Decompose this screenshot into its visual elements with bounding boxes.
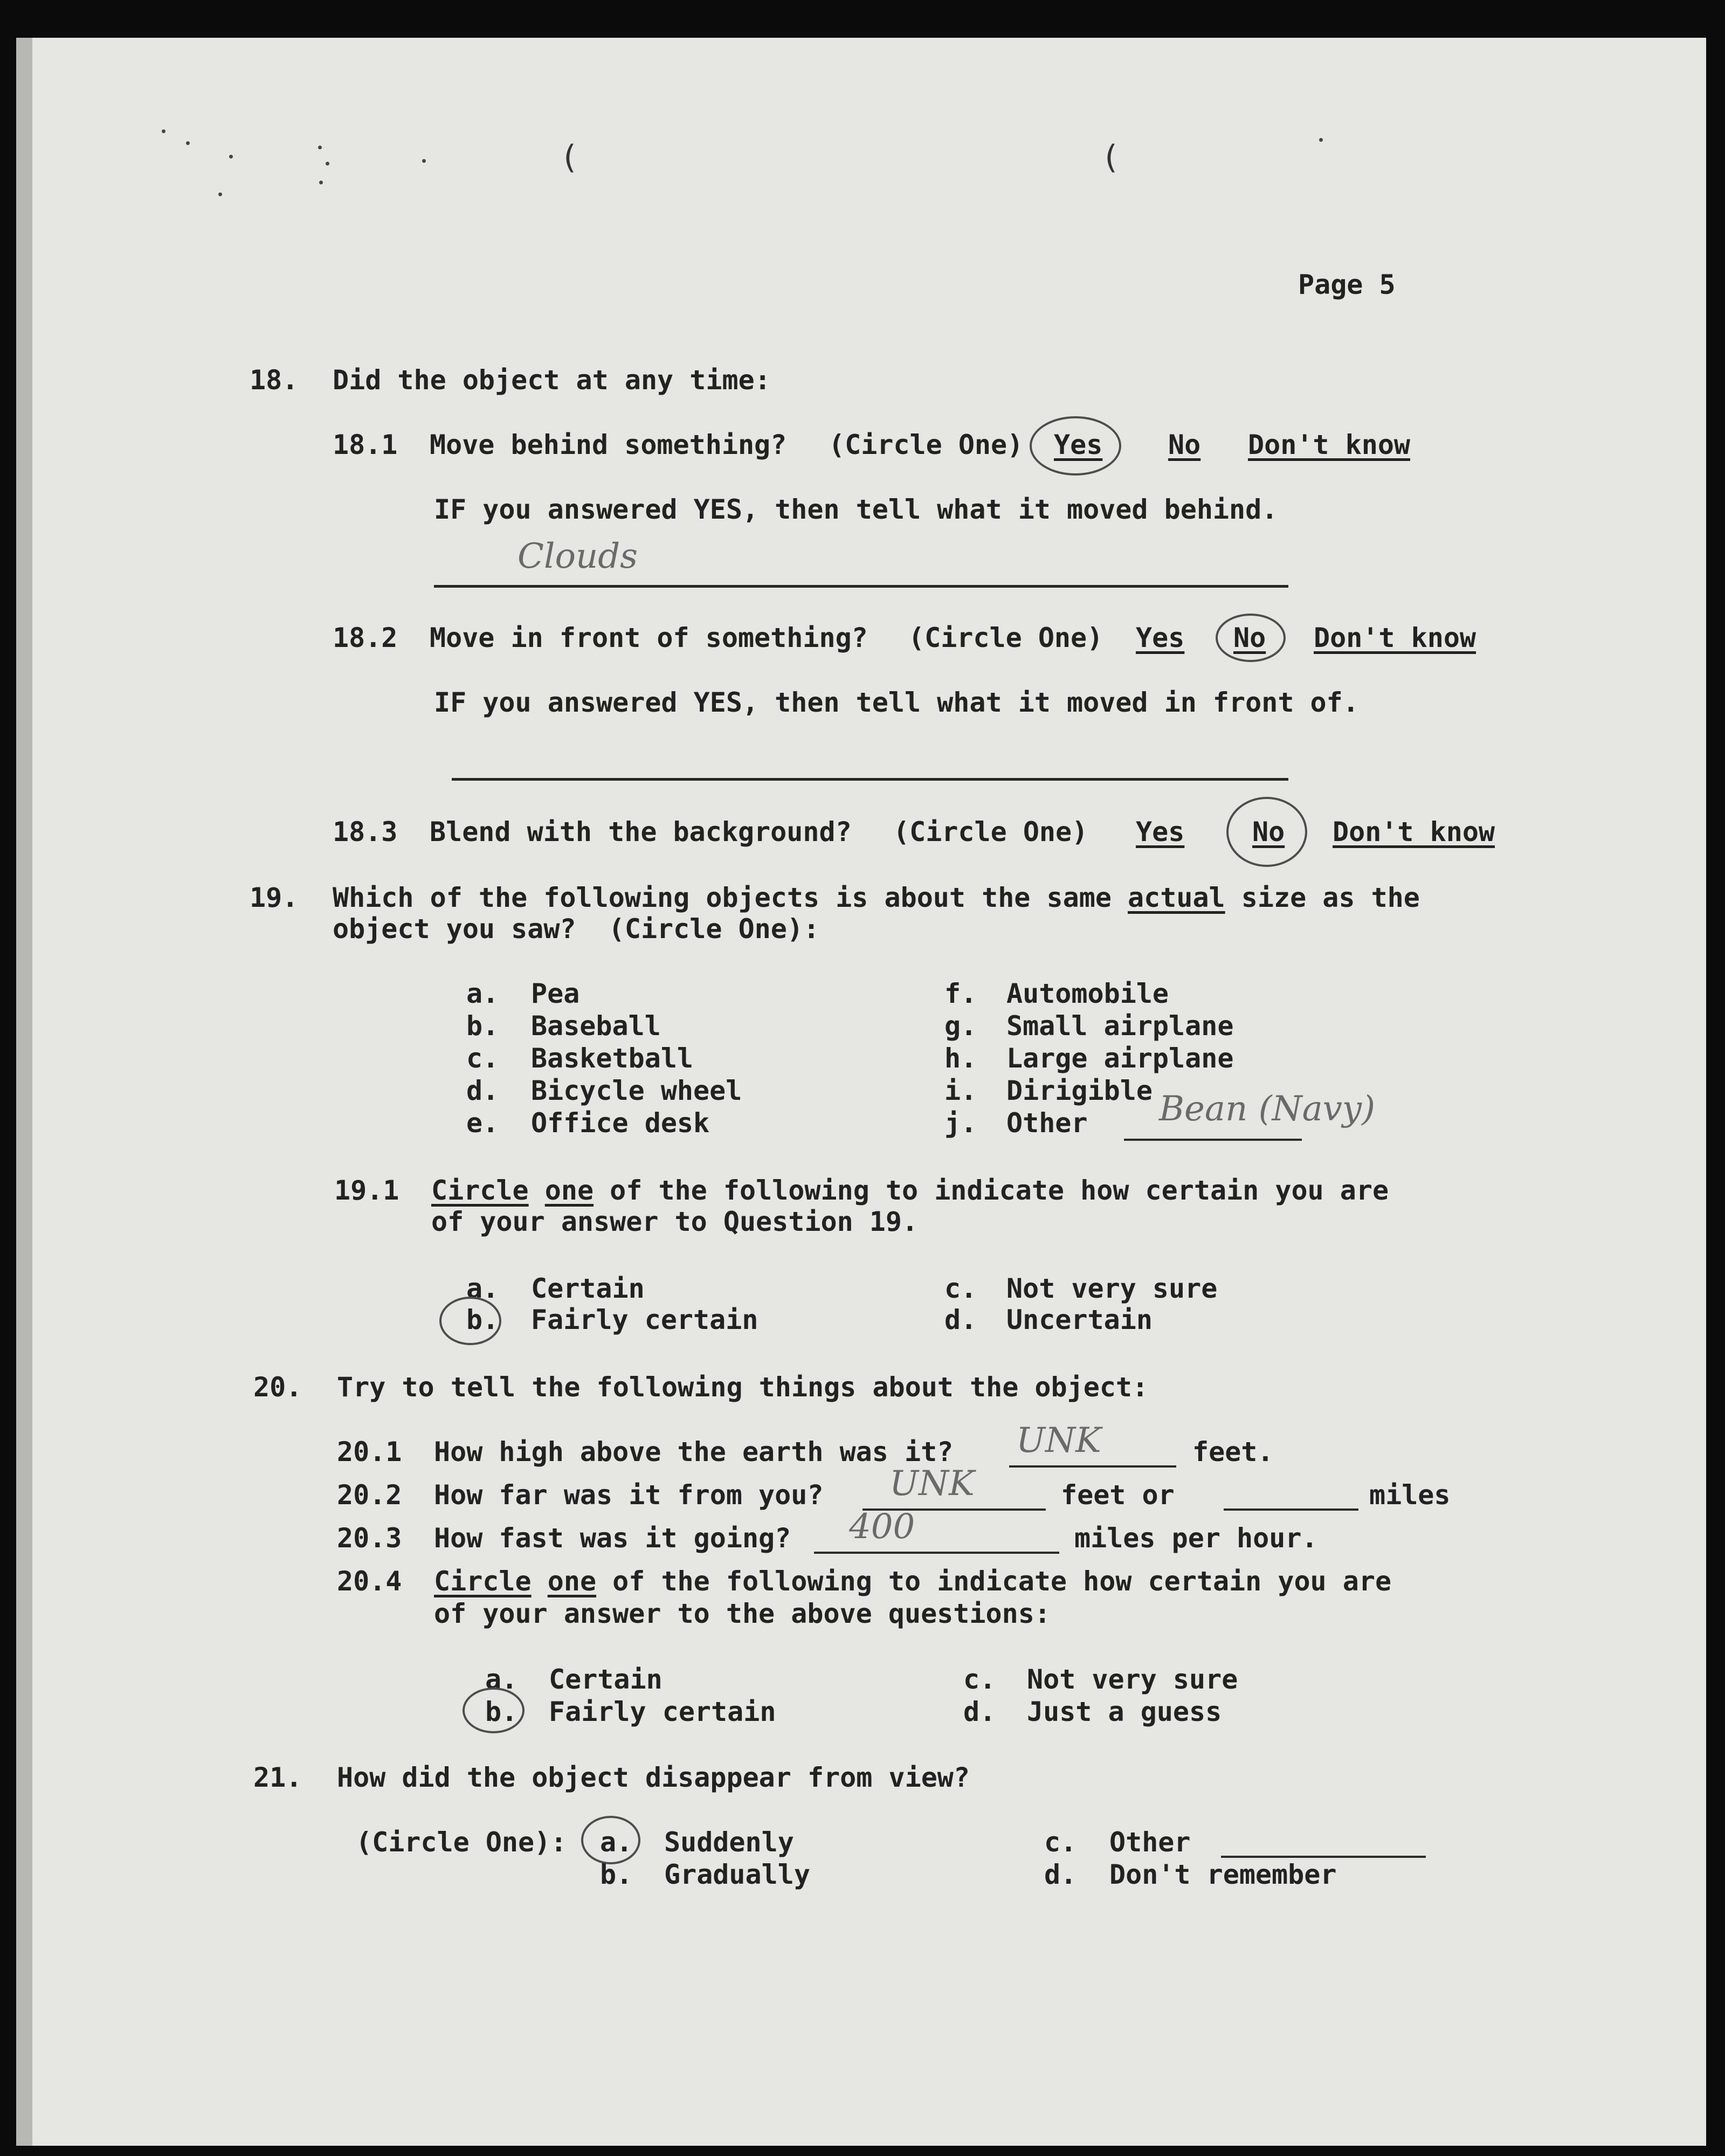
q18-2-followup: IF you answered YES, then tell what it moved in front of. <box>434 687 1359 718</box>
q20-1-unit: feet. <box>1192 1436 1274 1468</box>
document-page <box>16 38 1706 2146</box>
q19-1-letter-d: d. <box>944 1304 977 1335</box>
punch-mark: ( <box>1101 139 1121 176</box>
q21-letter-c: c. <box>1044 1827 1077 1858</box>
q20-3-blank[interactable] <box>814 1552 1059 1554</box>
q19-1-option-uncertain[interactable]: Uncertain <box>1006 1304 1153 1335</box>
punch-mark: ( <box>560 139 579 176</box>
q20-4-option-just-a-guess[interactable]: Just a guess <box>1027 1696 1222 1727</box>
q21-other-blank[interactable] <box>1221 1856 1426 1858</box>
q18-1-option-dont-know[interactable]: Don't know <box>1248 429 1411 460</box>
q19-option-other[interactable]: Other <box>1006 1107 1088 1139</box>
q20-2-number: 20.2 <box>337 1479 402 1511</box>
q21-option-gradually[interactable]: Gradually <box>664 1859 810 1890</box>
q18-2-number: 18.2 <box>333 622 398 653</box>
q19-option-small-airplane[interactable]: Small airplane <box>1006 1010 1234 1042</box>
q20-3-text: How fast was it going? <box>434 1523 791 1554</box>
q19-option-basketball[interactable]: Basketball <box>531 1043 694 1074</box>
q21-instruction: (Circle One): <box>356 1827 567 1858</box>
stray-mark <box>186 141 190 145</box>
q20-4-option-not-very-sure[interactable]: Not very sure <box>1027 1664 1238 1695</box>
page-number: Page 5 <box>1298 269 1396 300</box>
q18-3-option-dont-know[interactable]: Don't know <box>1333 816 1495 848</box>
q18-2-option-no[interactable]: No <box>1233 622 1266 653</box>
q21-text: How did the object disappear from view? <box>337 1762 970 1793</box>
q19-letter-h: h. <box>944 1043 977 1074</box>
q18-1-text: Move behind something? <box>430 429 787 460</box>
q21-option-other[interactable]: Other <box>1109 1827 1191 1858</box>
q20-1-blank[interactable] <box>1009 1465 1176 1468</box>
stray-mark <box>1319 138 1323 142</box>
q20-2-handwritten-answer: UNK <box>889 1464 975 1504</box>
q20-4-text-line2: of your answer to the above questions: <box>434 1598 1051 1629</box>
q21-letter-d: d. <box>1044 1859 1077 1890</box>
q20-number: 20. <box>253 1372 302 1403</box>
q18-1-option-yes[interactable]: Yes <box>1054 429 1103 460</box>
q19-handwritten-other: Bean (Navy) <box>1159 1089 1376 1129</box>
q18-2-instruction: (Circle One) <box>908 622 1103 653</box>
q19-option-office-desk[interactable]: Office desk <box>531 1107 710 1139</box>
q19-1-option-fairly-certain[interactable]: Fairly certain <box>531 1304 758 1335</box>
q20-4-letter-b: b. <box>485 1696 518 1727</box>
q18-1-option-no[interactable]: No <box>1168 429 1201 460</box>
q18-3-number: 18.3 <box>333 816 398 848</box>
q18-1-number: 18.1 <box>333 429 398 460</box>
q21-option-dont-remember[interactable]: Don't remember <box>1109 1859 1337 1890</box>
q18-3-option-yes[interactable]: Yes <box>1136 816 1185 848</box>
q20-2-text: How far was it from you? <box>434 1479 824 1511</box>
q20-1-text: How high above the earth was it? <box>434 1436 954 1468</box>
q18-1-answer-line[interactable] <box>434 585 1288 588</box>
q19-letter-a: a. <box>466 978 499 1009</box>
q19-letter-g: g. <box>944 1010 977 1042</box>
q19-option-dirigible[interactable]: Dirigible <box>1006 1075 1153 1106</box>
q18-1-followup: IF you answered YES, then tell what it moved behind. <box>434 494 1278 525</box>
q19-letter-j: j. <box>944 1107 977 1139</box>
q19-1-option-certain[interactable]: Certain <box>531 1273 645 1304</box>
q18-2-option-dont-know[interactable]: Don't know <box>1314 622 1476 653</box>
q19-letter-f: f. <box>944 978 977 1009</box>
q19-number: 19. <box>250 882 299 913</box>
q19-1-text-line2: of your answer to Question 19. <box>431 1206 919 1237</box>
q19-text-line2: object you saw? (Circle One): <box>333 913 820 945</box>
q18-2-option-yes[interactable]: Yes <box>1136 622 1185 653</box>
q19-option-baseball[interactable]: Baseball <box>531 1010 661 1042</box>
q18-2-answer-line[interactable] <box>452 778 1288 781</box>
q18-3-instruction: (Circle One) <box>893 816 1088 848</box>
stray-mark <box>218 192 222 196</box>
q19-1-letter-c: c. <box>944 1273 977 1304</box>
q20-4-letter-c: c. <box>963 1664 996 1695</box>
q19-1-letter-a: a. <box>466 1273 499 1304</box>
q19-1-letter-b: b. <box>466 1304 499 1335</box>
stray-mark <box>326 162 329 166</box>
q18-number: 18. <box>250 364 299 396</box>
q21-number: 21. <box>253 1762 302 1793</box>
q19-option-large-airplane[interactable]: Large airplane <box>1006 1043 1234 1074</box>
q19-option-automobile[interactable]: Automobile <box>1006 978 1169 1009</box>
q20-4-letter-d: d. <box>963 1696 996 1727</box>
q20-4-text-line1: Circle one of the following to indicate how certain you are <box>434 1566 1392 1597</box>
q21-letter-a: a. <box>600 1827 633 1858</box>
q20-2-unit-miles: miles <box>1369 1479 1451 1511</box>
q19-1-option-not-very-sure[interactable]: Not very sure <box>1006 1273 1218 1304</box>
q20-3-unit: miles per hour. <box>1074 1523 1318 1554</box>
q19-text-line1: Which of the following objects is about the same actual size as the <box>333 882 1420 913</box>
q20-2-miles-blank[interactable] <box>1224 1508 1358 1511</box>
q19-letter-b: b. <box>466 1010 499 1042</box>
q20-2-unit-feet: feet or <box>1061 1479 1175 1511</box>
stray-mark <box>319 181 323 184</box>
q21-option-suddenly[interactable]: Suddenly <box>664 1827 794 1858</box>
q18-2-text: Move in front of something? <box>430 622 868 653</box>
q19-letter-i: i. <box>944 1075 977 1106</box>
q19-1-number: 19.1 <box>334 1175 399 1206</box>
q18-1-instruction: (Circle One) <box>829 429 1024 460</box>
q18-1-handwritten-answer: Clouds <box>518 536 638 576</box>
q20-4-option-fairly-certain[interactable]: Fairly certain <box>549 1696 776 1727</box>
q20-3-number: 20.3 <box>337 1523 402 1554</box>
q18-3-text: Blend with the background? <box>430 816 852 848</box>
q20-3-handwritten-answer: 400 <box>849 1507 915 1547</box>
q19-1-text-line1: Circle one of the following to indicate how certain you are <box>431 1175 1389 1206</box>
q19-other-blank[interactable] <box>1124 1139 1302 1141</box>
stray-mark <box>422 159 426 163</box>
stray-mark <box>162 129 165 133</box>
q20-4-number: 20.4 <box>337 1566 402 1597</box>
q18-3-option-no[interactable]: No <box>1252 816 1285 848</box>
q20-text: Try to tell the following things about the object: <box>337 1372 1149 1403</box>
q21-letter-b: b. <box>600 1859 633 1890</box>
q18-text: Did the object at any time: <box>333 364 771 396</box>
q20-4-letter-a: a. <box>485 1664 518 1695</box>
q20-4-option-certain[interactable]: Certain <box>549 1664 663 1695</box>
q19-option-bicycle-wheel[interactable]: Bicycle wheel <box>531 1075 742 1106</box>
q20-1-handwritten-answer: UNK <box>1016 1421 1101 1461</box>
q19-letter-d: d. <box>466 1075 499 1106</box>
q19-option-pea[interactable]: Pea <box>531 978 580 1009</box>
stray-mark <box>318 146 322 149</box>
q19-letter-e: e. <box>466 1107 499 1139</box>
stray-mark <box>229 155 233 159</box>
q20-1-number: 20.1 <box>337 1436 402 1468</box>
q19-letter-c: c. <box>466 1043 499 1074</box>
